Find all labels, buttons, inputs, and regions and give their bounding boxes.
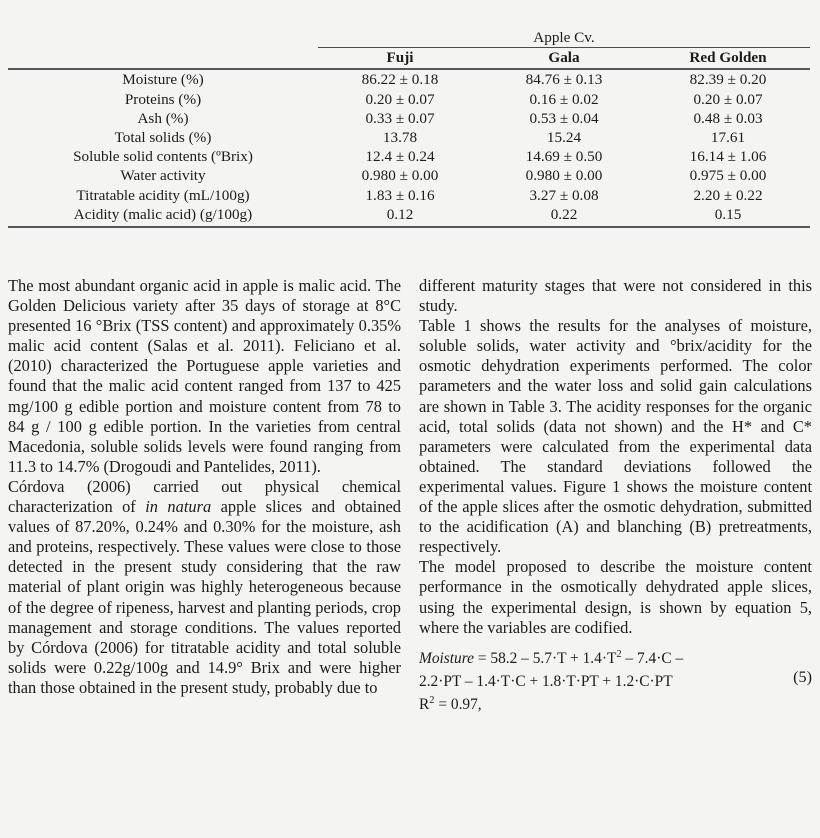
table-header-gala: Gala (548, 49, 580, 67)
body-columns (8, 276, 812, 716)
results-table-body (8, 70, 810, 224)
cell-red-golden: 0.20 ± 0.07 (693, 90, 763, 108)
row-label: Proteins (%) (124, 90, 202, 108)
table-row (8, 166, 810, 185)
table-row (8, 70, 810, 89)
cell-fuji: 0.12 (386, 205, 414, 223)
table-row (8, 147, 810, 166)
row-label: Titratable acidity (mL/100g) (76, 186, 250, 204)
right-paragraph-2: Table 1 shows the results for the analyses of moisture, soluble solids, water activity and °brix/acidity for the osmotic dehydration experiments performed. The color parameters and the water loss and solid gain calculations are shown in Table 3. The acidity responses for the organic acid, total solids (data not shown) and the H* and C* parameters were calculated from the experimental data obtained. The standard deviations followed the experimental values. Figure 1 shows the moisture content of the apple slices after the osmotic dehydration, submitted to the acidification (A) and blanching (B) pretreatments, respectively. (419, 316, 812, 557)
cell-red-golden: 0.975 ± 0.00 (689, 167, 767, 185)
table-header-fuji: Fuji (386, 49, 414, 67)
equation-number: (5) (793, 667, 812, 686)
equation-line-3-rest: = 0.97, (434, 695, 482, 713)
table-row (8, 205, 810, 224)
table-group-header-row (8, 28, 810, 48)
cell-gala: 84.76 ± 0.13 (525, 71, 603, 89)
left-paragraph-2-italic: in natura (145, 497, 212, 517)
equation-line-2: 2.2·PT – 1.4·T·C + 1.8·T·PT + 1.2·C·PT (419, 672, 673, 690)
cell-red-golden: 82.39 ± 0.20 (689, 71, 767, 89)
table-row (8, 128, 810, 147)
left-paragraph-1: The most abundant organic acid in apple is malic acid. The Golden Delicious variety after 35 days of storage at 8°C presented 16 °Brix (TSS content) and approximately 0.35% malic acid content (Salas et al. 2011). Feliciano et al. (2010) characterized the Portuguese apple varieties and found that the malic acid content ranged from 137 to 425 mg/100 g edible portion and moisture content from 78 to 84 g / 100 g edible portion. In the varieties from central Macedonia, soluble solids levels were found ranging from 11.3 to 14.7% (Drogoudi and Pantelides, 2011). (8, 276, 401, 476)
cell-red-golden: 0.15 (714, 205, 742, 223)
table-row (8, 186, 810, 205)
cell-fuji: 0.20 ± 0.07 (365, 90, 435, 108)
equation-body (419, 647, 760, 716)
cell-gala: 0.53 ± 0.04 (529, 109, 599, 127)
table-body (8, 70, 810, 224)
right-column (419, 276, 812, 716)
cell-fuji: 1.83 ± 0.16 (365, 186, 435, 204)
cell-gala: 0.980 ± 0.00 (525, 167, 603, 185)
row-label: Moisture (%) (122, 71, 204, 89)
equation-line-1-lead: Moisture (419, 649, 475, 667)
cell-fuji: 86.22 ± 0.18 (361, 71, 439, 89)
cell-red-golden: 16.14 ± 1.06 (689, 148, 767, 166)
equation-line-3 (419, 693, 760, 716)
table-header-red-golden: Red Golden (689, 49, 767, 67)
cell-gala: 0.22 (550, 205, 578, 223)
equation-line-1-superscript: 2 (616, 648, 622, 660)
cell-fuji: 0.980 ± 0.00 (361, 167, 439, 185)
equation-5 (419, 647, 812, 716)
table-header-rowlabel (8, 48, 318, 69)
row-label: Water activity (120, 167, 206, 185)
cell-gala: 0.16 ± 0.02 (529, 90, 599, 108)
left-paragraph-2-part1: Córdova (2006) carried out physical chemical characterization of (8, 476, 401, 517)
table-column-header-row (8, 48, 810, 69)
right-paragraph-1: different maturity stages that were not considered in this study. (419, 276, 812, 316)
equation-line-1-rest-b: – 7.4·C – (621, 649, 684, 667)
equation-line-3-superscript: 2 (429, 694, 435, 706)
equation-line-3-lead: R (419, 695, 430, 713)
cell-fuji: 0.33 ± 0.07 (365, 109, 435, 127)
row-label: Soluble solid contents (ºBrix) (73, 148, 253, 166)
results-table-container (8, 28, 810, 228)
cell-red-golden: 2.20 ± 0.22 (693, 186, 763, 204)
table-bottom-rule (8, 226, 810, 228)
right-paragraph-3: The model proposed to describe the moisture content performance in the osmotically dehydrated apple slices, using the experimental design, is shown by equation 5, where the variables are codified. (419, 557, 812, 637)
cell-gala: 15.24 (546, 129, 582, 147)
row-label: Total solids (%) (114, 129, 212, 147)
row-label: Acidity (malic acid) (g/100g) (73, 205, 253, 223)
table-corner-cell (8, 28, 318, 48)
row-label: Ash (%) (137, 109, 189, 127)
table-row (8, 90, 810, 109)
cell-gala: 14.69 ± 0.50 (525, 148, 603, 166)
left-paragraph-2-part2: apple slices and obtained values of 87.20%, 0.24% and 0.30% for the moisture, ash and proteins, respectively. These values were close to those detected in the present study considering that the raw material of plant origin was highly heterogeneous because of the degree of ripeness, harvest and planting periods, crop management and storage conditions. The values reported by Córdova (2006) for titratable acidity and total soluble solids were 0.22g/100g and 14.9° Brix and were higher than those obtained in the present study, probably due to (8, 497, 402, 697)
left-paragraph-2 (8, 477, 401, 698)
cell-red-golden: 17.61 (710, 129, 746, 147)
results-table (8, 28, 810, 68)
equation-line-1-rest-a: = 58.2 – 5.7·T + 1.4·T (474, 649, 617, 667)
cell-fuji: 12.4 ± 0.24 (365, 148, 435, 166)
left-column (8, 276, 401, 716)
cell-fuji: 13.78 (382, 129, 418, 147)
table-row (8, 109, 810, 128)
table-group-header-apple-cv: Apple Cv. (318, 28, 810, 48)
equation-line-1 (419, 647, 760, 670)
table-head (8, 28, 810, 68)
cell-gala: 3.27 ± 0.08 (529, 186, 599, 204)
cell-red-golden: 0.48 ± 0.03 (693, 109, 763, 127)
